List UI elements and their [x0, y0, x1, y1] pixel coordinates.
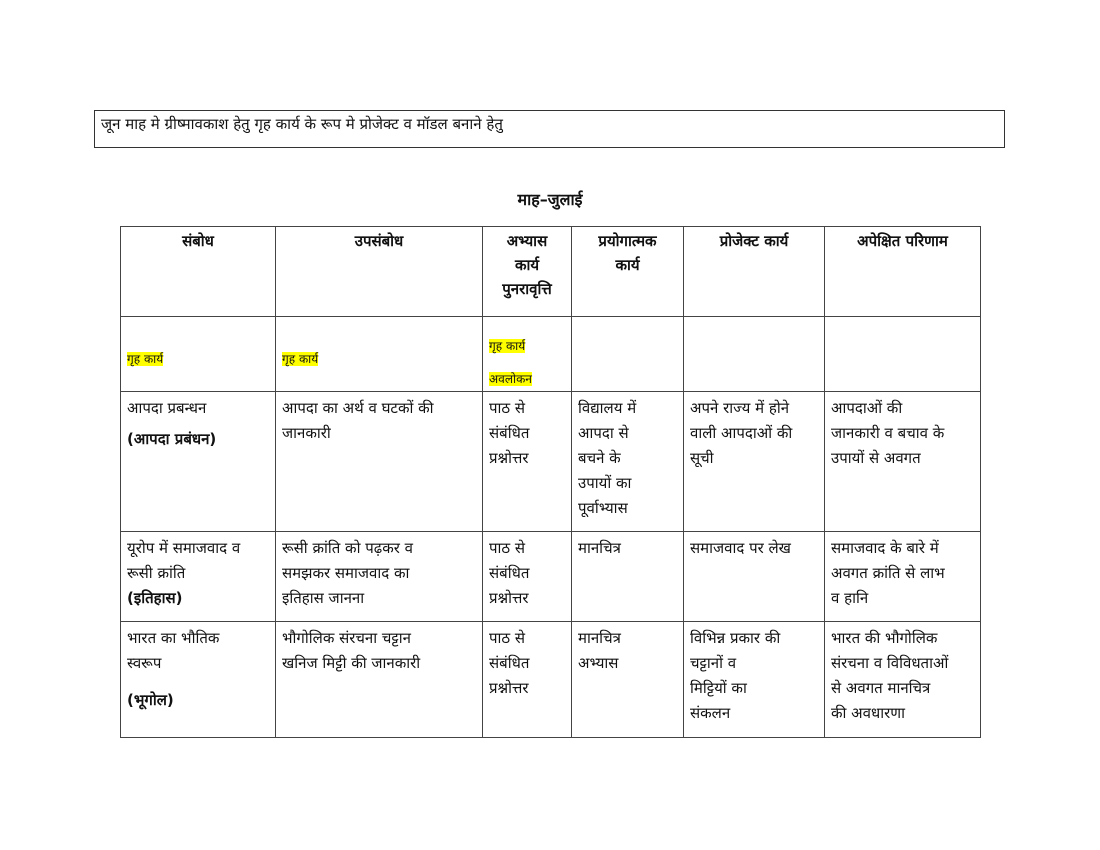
project-cell: अपने राज्य में होने वाली आपदाओं की सूची	[684, 392, 825, 532]
empty-cell	[572, 317, 684, 392]
outcome-cell: भारत की भौगोलिक संरचना व विविधताओं से अवगत मानचित्र की अवधारणा	[825, 622, 981, 738]
concept-cell	[121, 532, 276, 622]
subject-label: (भूगोल)	[127, 691, 174, 709]
header-subconcept: उपसंबोध	[276, 227, 483, 317]
practice-cell: पाठ से संबंधित प्रश्नोत्तर	[483, 622, 572, 738]
homework-note-box	[94, 110, 1005, 148]
experimental-cell: मानचित्र अभ्यास	[572, 622, 684, 738]
header-experimental-work: प्रयोगात्मक कार्य	[572, 227, 684, 317]
subconcept-cell: रूसी क्रांति को पढ़कर व समझकर समाजवाद का इतिहास जानना	[276, 532, 483, 622]
homework-label: गृह कार्य	[489, 339, 526, 353]
homework-cell-practice	[483, 317, 572, 392]
table-row	[121, 392, 981, 532]
subject-label: (इतिहास)	[127, 589, 183, 607]
concept-cell	[121, 392, 276, 532]
table-row	[121, 622, 981, 738]
concept-text: यूरोप में समाजवाद व रूसी क्रांति	[127, 539, 241, 582]
empty-cell	[684, 317, 825, 392]
subject-label: (आपदा प्रबंधन)	[127, 430, 217, 448]
table-row	[121, 532, 981, 622]
header-expected-outcome: अपेक्षित परिणाम	[825, 227, 981, 317]
month-title: माह–जुलाई	[517, 190, 583, 209]
experimental-cell: विद्यालय में आपदा से बचने के उपायों का पूर्वाभ्यास	[572, 392, 684, 532]
lesson-plan-table	[120, 226, 981, 738]
concept-text: आपदा प्रबन्धन	[127, 399, 207, 417]
project-cell: समाजवाद पर लेख	[684, 532, 825, 622]
empty-cell	[825, 317, 981, 392]
subconcept-cell: भौगोलिक संरचना चट्टान खनिज मिट्टी की जानकारी	[276, 622, 483, 738]
practice-cell: पाठ से संबंधित प्रश्नोत्तर	[483, 392, 572, 532]
outcome-cell: समाजवाद के बारे में अवगत क्रांति से लाभ व हानि	[825, 532, 981, 622]
experimental-cell: मानचित्र	[572, 532, 684, 622]
homework-note-text: जून माह मे ग्रीष्मावकाश हेतु गृह कार्य के रूप मे प्रोजेक्ट व मॉडल बनाने हेतु	[101, 115, 503, 133]
header-project-work: प्रोजेक्ट कार्य	[684, 227, 825, 317]
homework-row	[121, 317, 981, 392]
header-concept: संबोध	[121, 227, 276, 317]
project-cell: विभिन्न प्रकार की चट्टानों व मिट्टियों का संकलन	[684, 622, 825, 738]
homework-cell-concept	[121, 317, 276, 392]
concept-text: भारत का भौतिक स्वरूप	[127, 629, 220, 672]
homework-cell-subconcept	[276, 317, 483, 392]
header-practice-work: अभ्यास कार्य पुनरावृत्ति	[483, 227, 572, 317]
practice-cell: पाठ से संबंधित प्रश्नोत्तर	[483, 532, 572, 622]
observation-label: अवलोकन	[489, 372, 532, 386]
table-header-row	[121, 227, 981, 317]
homework-label: गृह कार्य	[282, 352, 319, 366]
subconcept-cell: आपदा का अर्थ व घटकों की जानकारी	[276, 392, 483, 532]
outcome-cell: आपदाओं की जानकारी व बचाव के उपायों से अवगत	[825, 392, 981, 532]
homework-label: गृह कार्य	[127, 352, 164, 366]
concept-cell	[121, 622, 276, 738]
